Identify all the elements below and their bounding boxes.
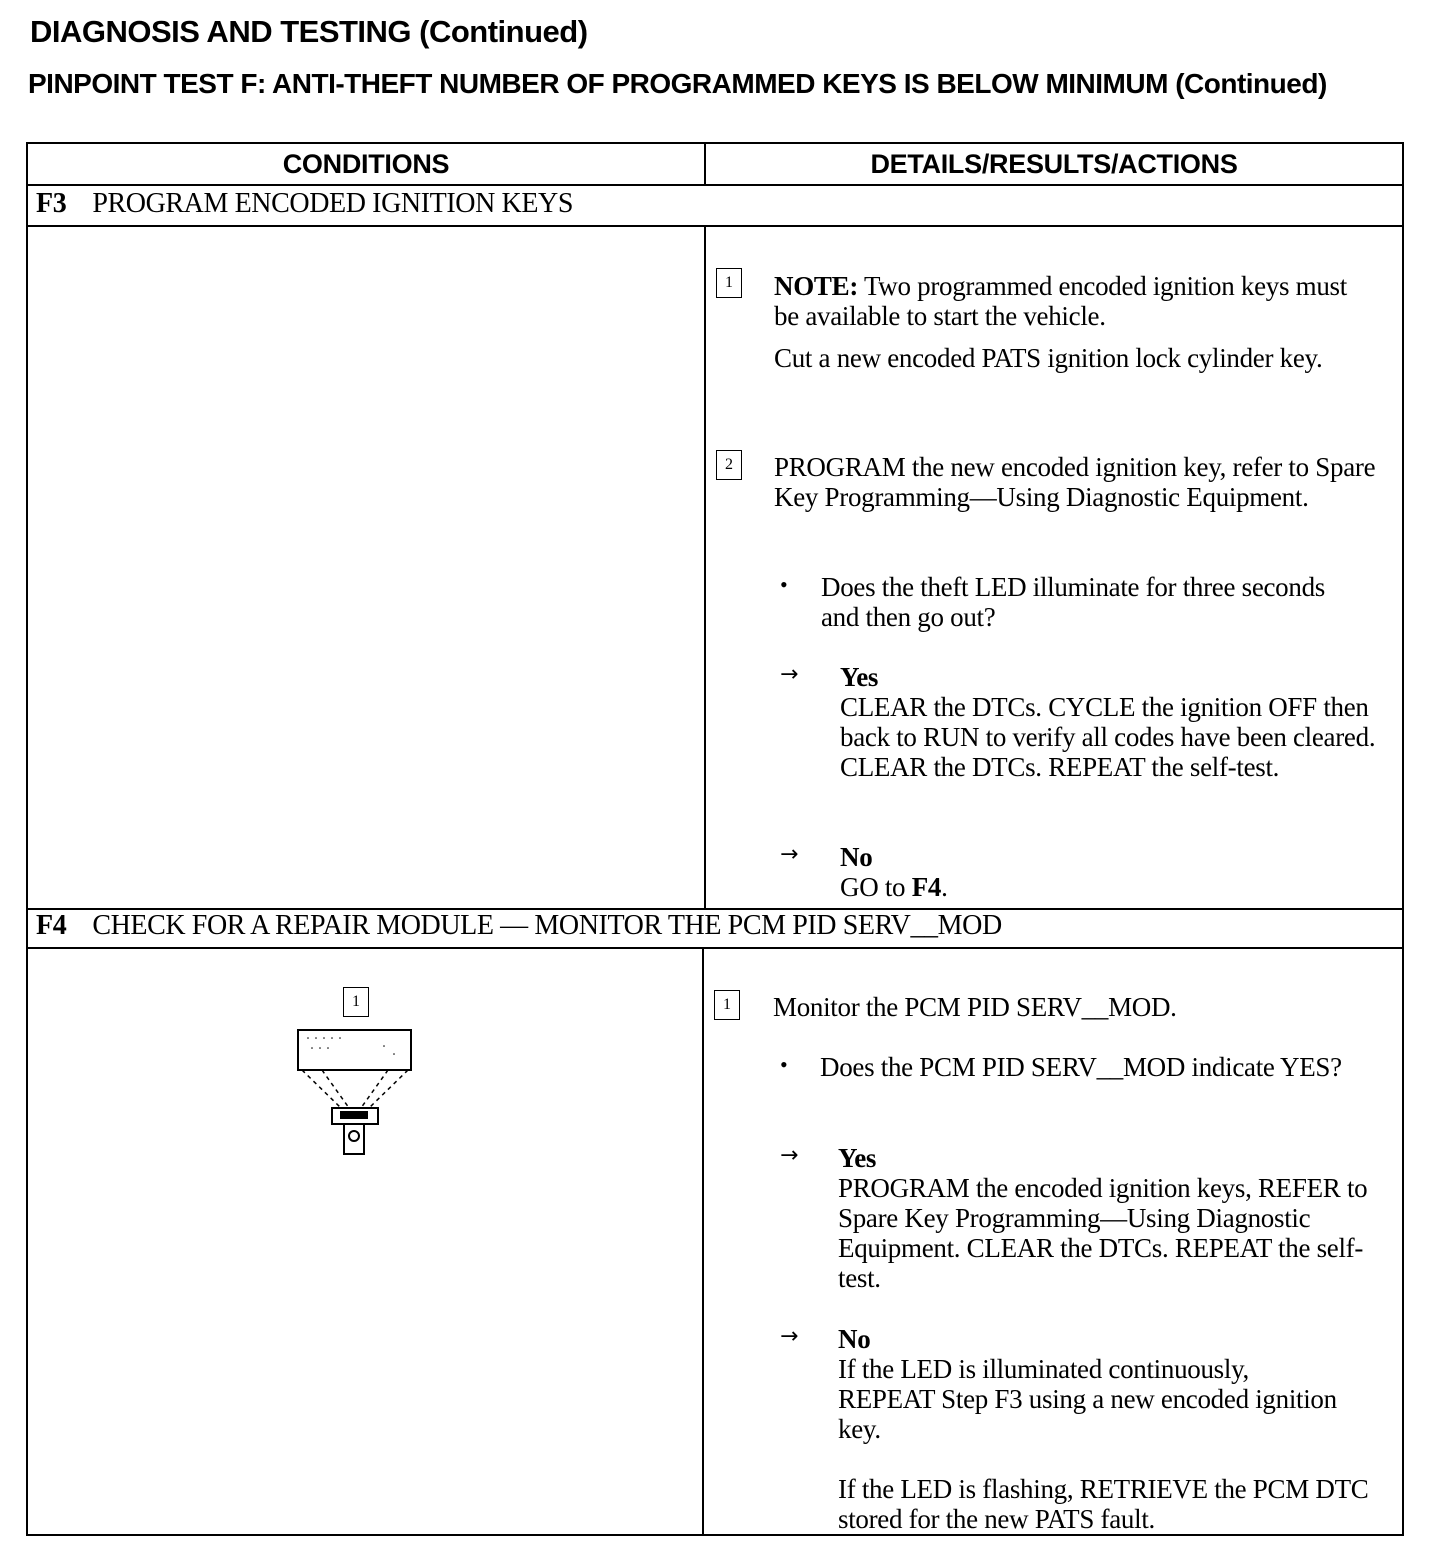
note-text: Two programmed encoded ignition keys must be available to start the vehicle.: [774, 271, 1347, 331]
step-f4-header: [36, 910, 1002, 942]
step-f3-title: PROGRAM ENCODED IGNITION KEYS: [92, 188, 574, 219]
f3-no-target: F4: [911, 872, 942, 902]
f3-step1-note: [774, 271, 1374, 331]
f4-no-text-2: If the LED is flashing, RETRIEVE the PCM DTC stored for the new PATS fault.: [838, 1474, 1369, 1534]
f3-yes-label: Yes: [840, 662, 879, 692]
f3-no-suffix: .: [941, 872, 948, 902]
f3-no-text: [840, 872, 948, 902]
f4-no-label: No: [838, 1324, 871, 1354]
f4-no-arrow-icon: →: [780, 1324, 799, 1349]
header-divider: [28, 184, 1402, 186]
pinpoint-table: [26, 142, 1404, 1536]
f3-no-prefix: GO to: [840, 872, 912, 902]
f3-yes-text: CLEAR the DTCs. CYCLE the ignition OFF then back to RUN to verify all codes have been cleared. CLEAR the DTCs. REPEAT the self-test.: [840, 692, 1376, 782]
header-column-divider: [704, 144, 706, 184]
f4-step1-text: Monitor the PCM PID SERV__MOD.: [773, 992, 1177, 1022]
f3-divider: [28, 225, 1402, 227]
f4-question: Does the PCM PID SERV__MOD indicate YES?: [820, 1052, 1342, 1082]
f3-question: Does the theft LED illuminate for three seconds and then go out?: [821, 572, 1325, 632]
details-header: DETAILS/RESULTS/ACTIONS: [870, 149, 1238, 179]
f3-step2-number: 2: [716, 450, 742, 480]
f3-step2-text: PROGRAM the new encoded ignition key, refer to Spare Key Programming—Using Diagnostic Equipment.: [774, 452, 1376, 512]
f3-step1-text: Cut a new encoded PATS ignition lock cylinder key.: [774, 343, 1323, 373]
step-f4-id: F4: [36, 910, 67, 941]
f4-yes-text: PROGRAM the encoded ignition keys, REFER to Spare Key Programming—Using Diagnostic Equipment. CLEAR the DTCs. REPEAT the self-test.: [838, 1173, 1368, 1293]
step-f3-id: F3: [36, 188, 67, 219]
f4-bullet: •: [780, 1052, 788, 1077]
step-f3-header: [36, 188, 573, 220]
note-label: NOTE:: [774, 271, 859, 301]
pinpoint-test-title: PINPOINT TEST F: ANTI-THEFT NUMBER OF PROGRAMMED KEYS IS BELOW MINIMUM (Continued): [28, 68, 1327, 99]
f3-no-label: No: [840, 842, 873, 872]
f4-step1-number: 1: [714, 990, 740, 1020]
f3-yes-arrow-icon: →: [780, 662, 799, 687]
f4-divider: [28, 947, 1402, 949]
f4-no-text-1: If the LED is illuminated continuously, REPEAT Step F3 using a new encoded ignition key.: [838, 1354, 1337, 1444]
scan-tool-icon: [294, 1026, 418, 1158]
step-f4-title: CHECK FOR A REPAIR MODULE — MONITOR THE PCM PID SERV__MOD: [92, 910, 1002, 941]
f3-bullet: •: [780, 572, 788, 597]
f3-step1-number: 1: [716, 268, 742, 298]
f3-no-arrow-icon: →: [780, 842, 799, 867]
f4-yes-label: Yes: [838, 1143, 877, 1173]
page-title: DIAGNOSIS AND TESTING (Continued): [30, 14, 588, 49]
f4-yes-arrow-icon: →: [780, 1143, 799, 1168]
f4-column-divider: [702, 947, 704, 1534]
figure-callout-number: 1: [343, 987, 369, 1017]
conditions-header: CONDITIONS: [282, 149, 450, 179]
f3-column-divider: [704, 225, 706, 908]
